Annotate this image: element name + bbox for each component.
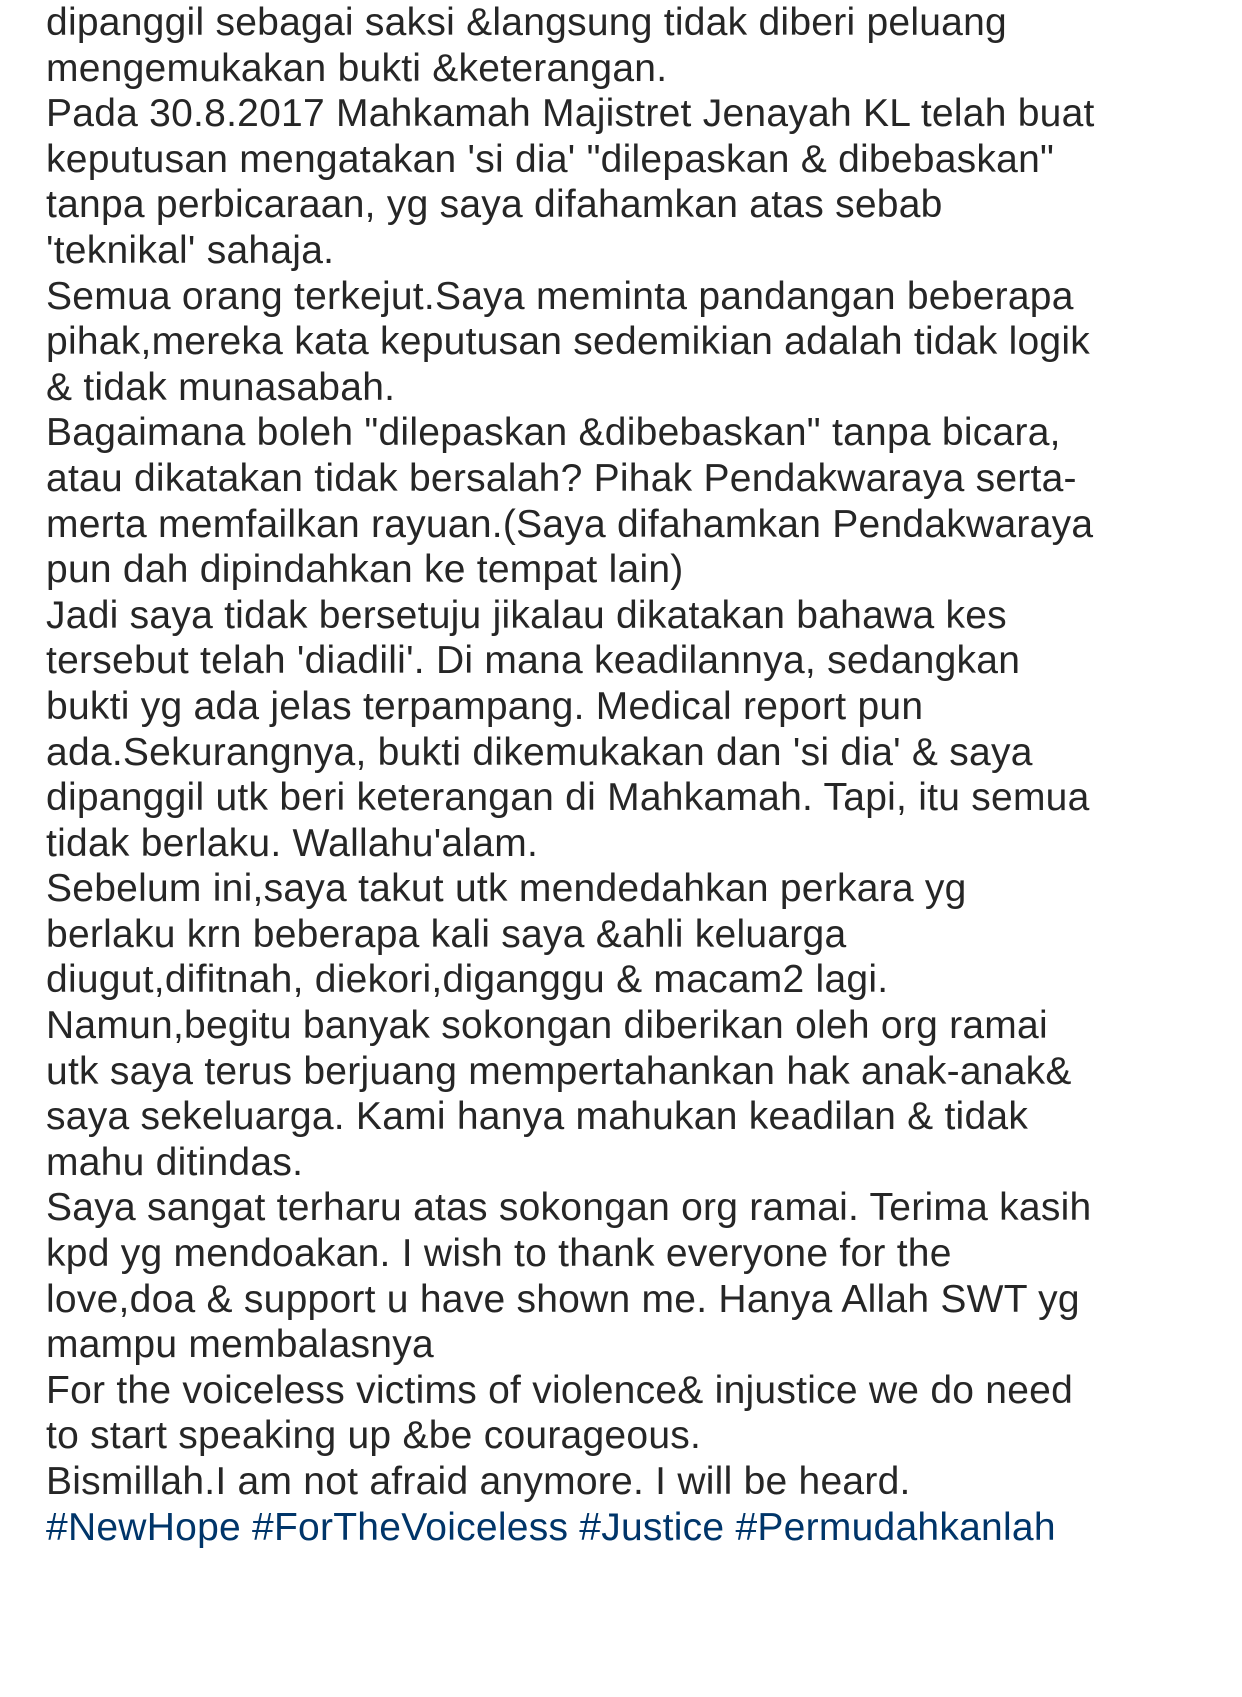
caption-line: mengemukakan bukti &keterangan. xyxy=(46,46,668,90)
caption-line: pihak,mereka kata keputusan sedemikian adalah tidak logik xyxy=(46,320,1091,364)
caption-line: tidak berlaku. Wallahu'alam. xyxy=(46,821,539,865)
caption-line: Pada 30.8.2017 Mahkamah Majistret Jenayah KL telah buat xyxy=(46,92,1095,136)
caption-line: pun dah dipindahkan ke tempat lain) xyxy=(46,548,684,592)
hashtag-row xyxy=(46,1505,1226,1551)
caption-line: Bismillah.I am not afraid anymore. I will be heard. xyxy=(46,1460,911,1503)
caption-line: berlaku krn beberapa kali saya &ahli keluarga xyxy=(46,912,847,956)
caption-line: Namun,begitu banyak sokongan diberikan oleh org ramai xyxy=(46,1004,1048,1048)
caption-line: keputusan mengatakan 'si dia' "dilepaskan & dibebaskan" xyxy=(46,137,1055,181)
caption-line: 'teknikal' sahaja. xyxy=(46,228,335,272)
caption-line: tersebut telah 'diadili'. Di mana keadilannya, sedangkan xyxy=(46,639,1021,683)
caption-line: bukti yg ada jelas terpampang. Medical report pun xyxy=(46,684,924,728)
caption-line: saya sekeluarga. Kami hanya mahukan keadilan & tidak xyxy=(46,1095,1029,1139)
post-caption xyxy=(46,0,1226,1550)
caption-line: kpd yg mendoakan. I wish to thank everyone for the xyxy=(46,1232,952,1276)
caption-line: dipanggil utk beri keterangan di Mahkamah. Tapi, itu semua xyxy=(46,776,1090,820)
caption-line: For the voiceless victims of violence& injustice we do need xyxy=(46,1368,1074,1412)
hashtag-link[interactable]: #Justice xyxy=(579,1505,725,1549)
caption-line: love,doa & support u have shown me. Hanya Allah SWT yg xyxy=(46,1277,1080,1321)
caption-line: Semua orang terkejut.Saya meminta pandangan beberapa xyxy=(46,274,1074,318)
hashtag-link[interactable]: #NewHope xyxy=(46,1505,241,1549)
caption-line: Jadi saya tidak bersetuju jikalau dikatakan bahawa kes xyxy=(46,593,1007,637)
caption-line: utk saya terus berjuang mempertahankan hak anak-anak& xyxy=(46,1049,1072,1093)
hashtag-link[interactable]: #Permudahkanlah xyxy=(735,1505,1056,1549)
caption-line: Saya sangat terharu atas sokongan org ramai. Terima kasih xyxy=(46,1186,1092,1230)
caption-line: mahu ditindas. xyxy=(46,1140,304,1184)
caption-line: dipanggil sebagai saksi &langsung tidak diberi peluang xyxy=(46,1,1008,44)
caption-line: merta memfailkan rayuan.(Saya difahamkan Pendakwaraya xyxy=(46,502,1094,546)
caption-line: & tidak munasabah. xyxy=(46,365,396,409)
caption-line: mampu membalasnya xyxy=(46,1323,434,1367)
caption-line: ada.Sekurangnya, bukti dikemukakan dan 'si dia' & saya xyxy=(46,730,1033,774)
caption-line: atau dikatakan tidak bersalah? Pihak Pendakwaraya serta- xyxy=(46,456,1077,500)
caption-line: tanpa perbicaraan, yg saya difahamkan atas sebab xyxy=(46,183,943,227)
caption-line: to start speaking up &be courageous. xyxy=(46,1414,702,1458)
caption-line: diugut,difitnah, diekori,diganggu & macam2 lagi. xyxy=(46,958,889,1002)
caption-line: Bagaimana boleh "dilepaskan &dibebaskan" tanpa bicara, xyxy=(46,411,1061,455)
caption-line: Sebelum ini,saya takut utk mendedahkan perkara yg xyxy=(46,867,967,911)
hashtag-link[interactable]: #ForTheVoiceless xyxy=(252,1505,569,1549)
